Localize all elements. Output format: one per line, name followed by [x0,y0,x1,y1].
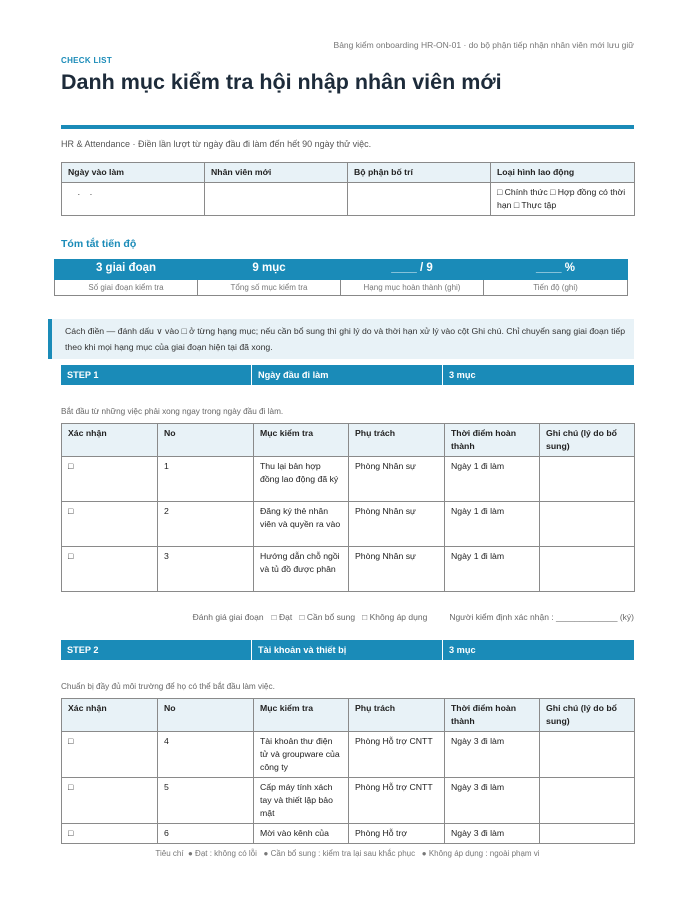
summary-stage-count: 3 giai đoạn [55,260,198,280]
evaluation-options[interactable]: □ Đạt □ Cần bổ sung □ Không áp dụng [271,612,428,622]
check-item: Cấp máy tính xách tay và thiết lập bảo mật [254,778,349,824]
employee-info-table [61,162,635,216]
confirm-checkbox[interactable]: □ [62,732,158,778]
col-header-item: Mục kiểm tra [254,699,349,732]
row-number: 5 [158,778,254,824]
col-header-confirm: Xác nhận [62,424,158,457]
info-header-start-date: Ngày vào làm [62,163,205,183]
info-header-employment-type: Loại hình lao động [491,163,635,183]
col-header-no: No [158,699,254,732]
document-code-note: Bảng kiểm onboarding HR-ON-01 · do bộ phận tiếp nhận nhân viên mới lưu giữ [333,40,634,50]
summary-item-count: 9 mục [198,260,341,280]
owner: Phòng Nhân sự [349,457,445,502]
summary-progress-field[interactable]: ____ % [484,260,628,280]
col-header-completion-time: Thời điểm hoàn thành [445,424,540,457]
department-field[interactable] [348,183,491,216]
col-header-note: Ghi chú (lý do bổ sung) [540,424,635,457]
owner: Phòng Nhân sự [349,502,445,547]
table-row [62,502,635,547]
step-1-description: Bắt đầu từ những việc phải xong ngay trong ngày đầu đi làm. [61,407,284,416]
stage-evaluation-row [61,612,634,622]
confirm-checkbox[interactable]: □ [62,457,158,502]
step-2-table [61,698,635,844]
table-row [62,732,635,778]
confirm-checkbox[interactable]: □ [62,824,158,844]
step-1-table [61,423,635,592]
completion-time: Ngày 1 đi làm [445,502,540,547]
note-field[interactable] [540,778,635,824]
col-header-no: No [158,424,254,457]
table-row [62,457,635,502]
row-number: 2 [158,502,254,547]
table-row [62,778,635,824]
owner: Phòng Hỗ trợ CNTT [349,778,445,824]
evaluation-label: Đánh giá giai đoạn [192,612,264,622]
table-row [62,824,635,844]
page-title: Danh mục kiểm tra hội nhập nhân viên mới [61,70,502,94]
col-header-completion-time: Thời điểm hoàn thành [445,699,540,732]
confirm-checkbox[interactable]: □ [62,778,158,824]
check-item: Tài khoản thư điện tử và groupware của công ty [254,732,349,778]
summary-label-stages: Số giai đoạn kiểm tra [55,280,198,296]
completion-time: Ngày 1 đi làm [445,547,540,592]
note-field[interactable] [540,732,635,778]
completion-time: Ngày 3 đi làm [445,732,540,778]
completion-time: Ngày 3 đi làm [445,778,540,824]
owner: Phòng Hỗ trợ CNTT [349,732,445,778]
page-subtitle: HR & Attendance · Điền lần lượt từ ngày đầu đi làm đến hết 90 ngày thử việc. [61,139,372,149]
info-header-department: Bộ phận bố trí [348,163,491,183]
owner: Phòng Hỗ trợ [349,824,445,844]
note-field[interactable] [540,824,635,844]
confirm-checkbox[interactable]: □ [62,547,158,592]
step-2-bar [61,640,634,660]
col-header-owner: Phụ trách [349,424,445,457]
summary-completed-field[interactable]: ____ / 9 [341,260,484,280]
step-1-bar [61,365,634,385]
step-2-description: Chuẩn bị đầy đủ môi trường để họ có thể bắt đầu làm việc. [61,682,275,691]
col-header-item: Mục kiểm tra [254,424,349,457]
completion-time: Ngày 3 đi làm [445,824,540,844]
row-number: 1 [158,457,254,502]
step-2-label: STEP 2 [61,640,252,660]
step-2-name: Tài khoản và thiết bị [252,640,443,660]
note-field[interactable] [540,502,635,547]
title-rule [61,125,634,129]
criteria-footer: Tiêu chí ● Đạt : không có lỗi ● Cần bổ sung : kiểm tra lại sau khắc phục ● Không áp dụng : ngoài phạm vi [155,849,540,858]
col-header-confirm: Xác nhận [62,699,158,732]
check-item: Hướng dẫn chỗ ngồi và tủ đồ được phân [254,547,349,592]
check-item: Mời vào kênh của [254,824,349,844]
confirm-checkbox[interactable]: □ [62,502,158,547]
progress-summary-table [54,259,628,296]
col-header-owner: Phụ trách [349,699,445,732]
summary-label-completed: Hạng mục hoàn thành (ghi) [341,280,484,296]
table-row [62,547,635,592]
step-2-count: 3 mục [449,645,476,655]
completion-time: Ngày 1 đi làm [445,457,540,502]
info-header-employee: Nhân viên mới [205,163,348,183]
check-item: Đăng ký thẻ nhân viên và quyền ra vào [254,502,349,547]
row-number: 4 [158,732,254,778]
step-1-count: 3 mục [449,370,476,380]
row-number: 6 [158,824,254,844]
start-date-field[interactable]: . . [62,183,205,216]
kicker-label: CHECK LIST [61,56,112,65]
summary-label-progress: Tiến độ (ghi) [484,280,628,296]
note-field[interactable] [540,457,635,502]
step-1-name: Ngày đầu đi làm [252,365,443,385]
owner: Phòng Nhân sự [349,547,445,592]
check-item: Thu lại bản hợp đồng lao động đã ký [254,457,349,502]
row-number: 3 [158,547,254,592]
summary-heading: Tóm tắt tiến độ [61,238,137,250]
instructions-callout: Cách điền — đánh dấu ∨ vào □ ở từng hạng mục; nếu cần bổ sung thì ghi lý do và thời hạn xử lý vào cột Ghi chú. Chỉ chuyển sang giai đoạn tiếp theo khi mọi hạng mục của giai đoạn hiện tại đã xong. [48,319,634,359]
note-field[interactable] [540,547,635,592]
employee-name-field[interactable] [205,183,348,216]
verifier-signature[interactable]: Người kiểm định xác nhận : _____________ (ký) [449,612,634,622]
employment-type-options[interactable]: □ Chính thức □ Hợp đồng có thời hạn □ Thực tập [491,183,635,216]
col-header-note: Ghi chú (lý do bổ sung) [540,699,635,732]
summary-label-items: Tổng số mục kiểm tra [198,280,341,296]
step-1-label: STEP 1 [61,365,252,385]
